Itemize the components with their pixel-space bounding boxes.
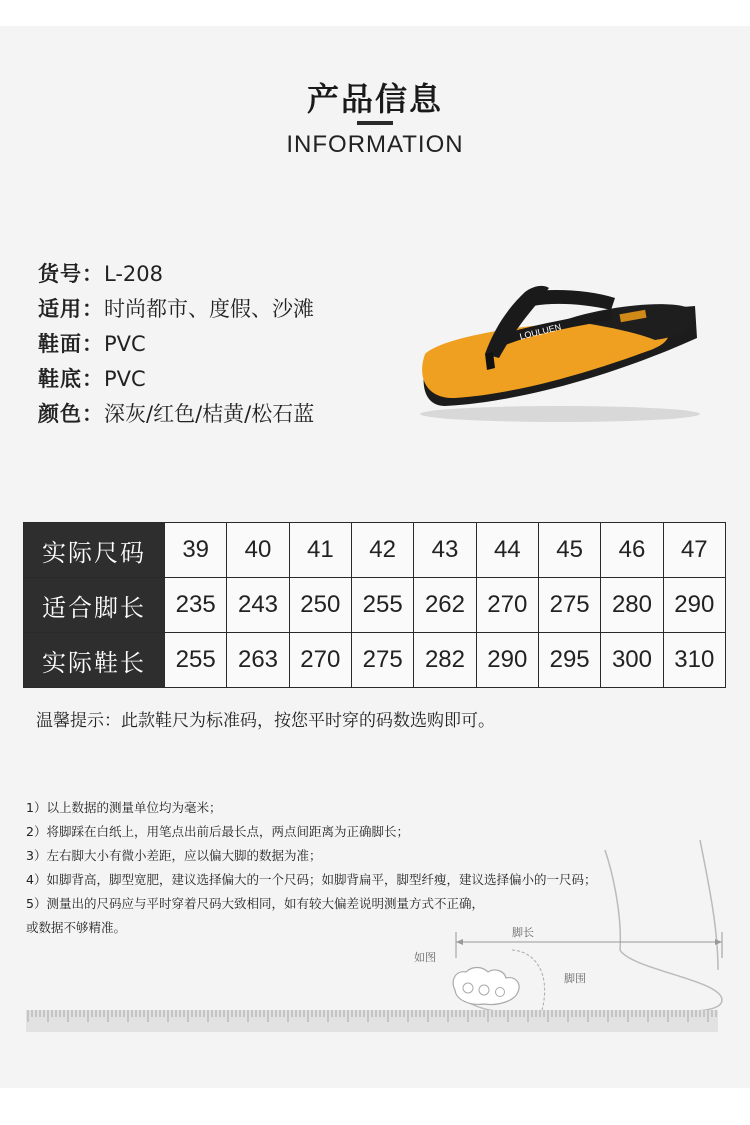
table-cell: 46 [601,523,663,578]
table-cell: 290 [476,633,538,688]
flip-flop-image [415,276,705,426]
spec-key: 适用： [38,297,104,321]
table-cell: 255 [351,578,413,633]
table-cell: 282 [414,633,476,688]
row-header: 实际尺码 [24,523,165,578]
table-cell: 235 [165,578,227,633]
table-row [24,523,726,578]
spec-item-code [38,258,314,293]
table-cell: 250 [289,578,351,633]
table-cell: 300 [601,633,663,688]
spec-item-sole [38,363,314,398]
table-cell: 243 [227,578,289,633]
table-cell: 310 [663,633,725,688]
spec-item-usage [38,293,314,328]
note-item: 3）左右脚大小有微小差距，应以偏大脚的数据为准； [26,848,322,863]
spec-key: 鞋底： [38,367,104,391]
page-subtitle: INFORMATION [286,131,464,158]
table-cell: 275 [538,578,600,633]
table-cell: 262 [414,578,476,633]
table-cell: 270 [289,633,351,688]
table-cell: 40 [227,523,289,578]
page-title: 产品信息 [306,80,443,118]
foot-measure-diagram [400,840,740,1020]
table-row [24,578,726,633]
table-cell: 44 [476,523,538,578]
strap-brand-text: LOULUEN [518,321,563,342]
as-shown-label: 如图 [414,951,436,964]
table-cell: 39 [165,523,227,578]
table-cell: 43 [414,523,476,578]
note-item: 4）如脚背高，脚型宽肥，建议选择偏大的一个尺码；如脚背扁平，脚型纤瘦，建议选择偏小的一尺码； [26,872,597,887]
note-item: 1）以上数据的测量单位均为毫米； [26,800,222,815]
spec-value: PVC [104,367,146,391]
spec-item-colors [38,398,314,433]
note-item: 5）测量出的尺码应与平时穿着尺码大致相同，如有较大偏差说明测量方式不正确， [26,896,484,911]
title-divider [357,121,393,125]
sizing-tip: 温馨提示：此款鞋尺为标准码，按您平时穿的码数选购即可。 [36,711,495,731]
spec-item-upper [38,328,314,363]
table-cell: 290 [663,578,725,633]
size-table [23,522,726,688]
top-strip [0,0,750,26]
spec-key: 鞋面： [38,332,104,356]
row-header: 适合脚长 [24,578,165,633]
row-header: 实际鞋长 [24,633,165,688]
table-cell: 280 [601,578,663,633]
ruler [26,1010,718,1032]
table-cell: 275 [351,633,413,688]
note-item: 或数据不够精准。 [26,920,127,935]
spec-key: 颜色： [38,402,104,426]
table-row [24,633,726,688]
table-cell: 45 [538,523,600,578]
spec-list [38,258,314,433]
foot-girth-label: 脚围 [564,972,586,985]
table-cell: 295 [538,633,600,688]
bottom-strip [0,1088,750,1125]
table-cell: 255 [165,633,227,688]
table-cell: 263 [227,633,289,688]
table-cell: 41 [289,523,351,578]
note-item: 2）将脚踩在白纸上，用笔点出前后最长点，两点间距离为正确脚长； [26,824,409,839]
spec-value: PVC [104,332,146,356]
spec-value: 时尚都市、度假、沙滩 [104,297,314,321]
table-cell: 47 [663,523,725,578]
spec-value: 深灰/红色/桔黄/松石蓝 [104,402,315,426]
spec-value: L-208 [104,262,163,286]
spec-key: 货号： [38,262,104,286]
foot-length-label: 脚长 [512,926,534,939]
table-cell: 270 [476,578,538,633]
table-cell: 42 [351,523,413,578]
